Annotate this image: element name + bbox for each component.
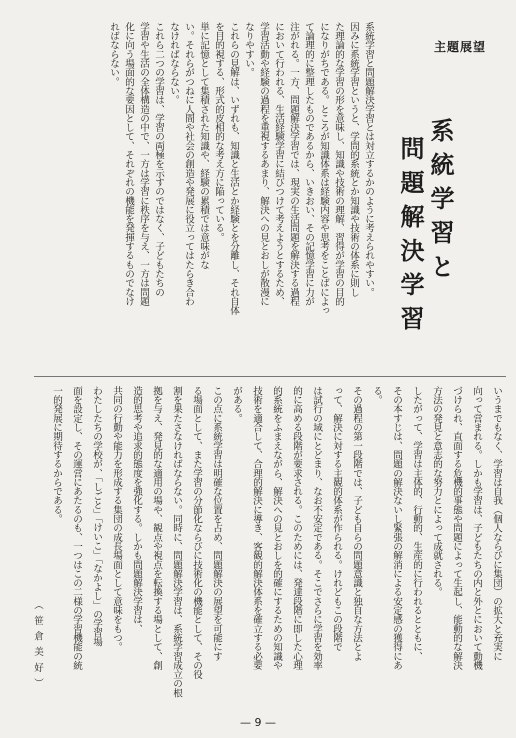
- lower-text-column: づけられ、直面する危機的事態や問題によって生起し、能動的な解決: [451, 386, 462, 670]
- upper-text-column: なければならない。: [168, 22, 179, 105]
- upper-text-column: において行われる、生活経験学習に結びつけて考えようとするため、: [273, 22, 284, 306]
- title-line-1: 系統学習と: [426, 118, 454, 288]
- upper-text-column: 因みに系統学習というと、学問的系統とか知識や技術の体系に則し: [348, 22, 359, 297]
- lower-text-column: 技術を適合して、合理的解決に導き、客観的解決体系を確立する必要: [251, 386, 262, 670]
- lower-text-column: 共同の行動や能力を形成する集団の成長場面として意味をもつ。: [111, 386, 122, 652]
- upper-text-column: を目的視する、形式的皮相的な考え方に陥っている。: [213, 22, 224, 242]
- lower-text-column: は試行の域にとどまり、なお不安定である。そこでさらに学習を効率: [311, 386, 322, 670]
- lower-text-column: いうまでもなく、学習は自我（個人ならびに集団）の拡大と充実に: [491, 386, 502, 661]
- lower-text-column: る。: [371, 386, 382, 405]
- lower-text-column: 一的発展に期待するからである。: [51, 386, 62, 524]
- lower-text-column: わたしたちの学校が、「しごと」「けいこ」「なかよし」の学習場: [91, 386, 102, 647]
- lower-text-column: って、解決に対する主観的体系が作られる。けれどもこの段階で: [331, 386, 342, 652]
- section-label: 主題展望: [433, 40, 486, 54]
- lower-text-column: 方法の発見と意志的な努力とによって成就される。: [431, 386, 442, 597]
- lower-text-column: 造的思考や追求的態度を強化する。しかも問題解決学習は、: [131, 386, 142, 634]
- upper-text-column: 単に記憶として集積された知識や、経験の累積では意味がな: [198, 22, 209, 270]
- lower-text-column: 割を果たさなければならない。同時に、問題解決学習は、系統学習成立の根: [171, 386, 182, 698]
- lower-text-column: る場面として、また学習の分節化ならびに技術化の機能として、その役: [191, 386, 202, 679]
- upper-text-column: 系統学習と問題解決学習とは対立するかのように考えられやすい。: [363, 22, 374, 297]
- lower-text-column: 拠を与え、発見的な適用の場や、観点や視点を転換する場として、創: [151, 386, 162, 670]
- upper-text-column: これら二つの学習は、学習の両極を示すのではなく、子どもたちの: [153, 22, 164, 297]
- lower-text-column: この点に系統学習は明確な位置を占め、問題解決の展望を可能にす: [211, 386, 222, 661]
- lower-text-column: 的に高める段階が要求される。このためには、発達段階に即した心理: [291, 386, 302, 670]
- upper-text-column: 化に向う場面的な要因として、それぞれの機能を発揮するものでなけ: [123, 22, 134, 306]
- lower-text-column: がある。: [231, 386, 242, 423]
- lower-text-column: その本すじは、問題の解決ないし緊張の解消による安定感の獲得にあ: [391, 386, 402, 670]
- author-credit: （笹倉美好）: [32, 600, 43, 694]
- page-number: — 9 —: [240, 716, 276, 729]
- upper-text-column: て論理的に整理したものであるから、いきおい、その記憶学習に力が: [303, 22, 314, 306]
- upper-text-column: になりがちである。ところが知識体系は経験内容や思考をことばによっ: [318, 22, 329, 315]
- upper-text-column: なりやすい。: [243, 22, 254, 77]
- lower-text-column: 向って営まれる。しかも学習は、子どもたちの内と外とにおいて動機: [471, 386, 482, 670]
- upper-text-column: 学習や生活の全体構造の中で、一方は学習に秩序を与え、一方は問題: [138, 22, 149, 306]
- upper-text-column: 学習活動や経験の過程を重視するあまり、解決への見とおしが散漫に: [258, 22, 269, 306]
- upper-text-column: ればならない。: [108, 22, 119, 87]
- lower-text-column: 的系統をふまえながら、解決への見とおしを的確にするための知識や: [271, 386, 282, 670]
- upper-text-column: い。それらがつねに人間や社会の創造や発展に役立ってはたらき合わ: [183, 22, 194, 306]
- section-divider: [34, 376, 506, 377]
- upper-text-column: これらの見解は、いずれも、知識と生活とか経験とを分離し、それ自体: [228, 22, 239, 315]
- lower-text-column: 面を設定し、その運営にあたるのも、一つはこの二様の学習機能の統: [71, 386, 82, 670]
- upper-text-column: た理論的な学習の形を意味し、知識や技術の理解、習得が学習の目的: [333, 22, 344, 306]
- upper-text-column: 注がれる。一方、問題解決学習では、現実の生活問題を解決する過程: [288, 22, 299, 306]
- title-line-2: 問題解決学習: [396, 136, 424, 340]
- lower-text-column: したがって、学習は主体的、行動的、生産的に行われるとともに、: [411, 386, 422, 661]
- lower-text-column: その過程の第一段階では、子ども自らの問題意識と独自な方法とよ: [351, 386, 362, 661]
